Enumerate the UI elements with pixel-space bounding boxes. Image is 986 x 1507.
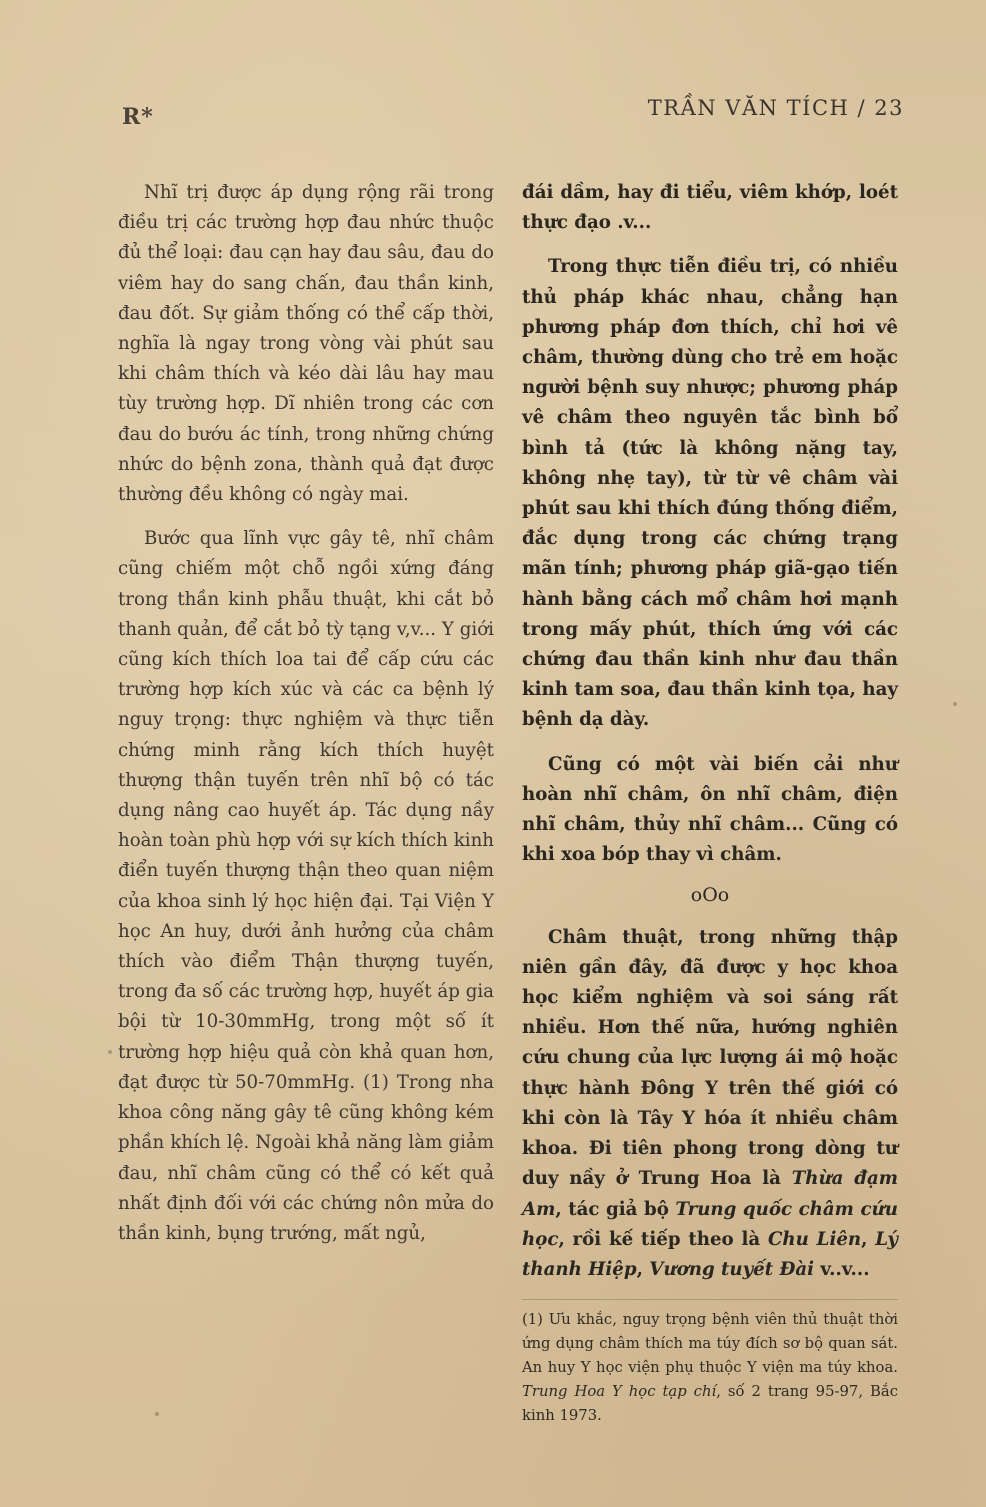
footnote [522, 1299, 898, 1428]
page-mark: R* [122, 104, 154, 130]
paragraph-continued: đái dầm, hay đi tiểu, viêm khớp, loét thực đạo .v... [522, 182, 898, 234]
text-run: , số 2 trang 95-97, Bắc kinh 1973. [522, 1383, 898, 1425]
paper-speck [108, 1050, 112, 1054]
journal-title: Trung Hoa Y học tạp chí [522, 1383, 717, 1401]
text-run: , tác giả bộ [555, 1198, 676, 1220]
author-name: Lý thanh Hiệp [522, 1228, 898, 1280]
text-run: , [861, 1228, 876, 1250]
text-run: , [636, 1258, 650, 1280]
paragraph: Bước qua lĩnh vực gây tê, nhĩ châm cũng chiếm một chỗ ngồi xứng đáng trong thần kinh phẫu thuật, khi cắt bỏ thanh quản, để cắt bỏ tỳ tạng v,v... Y giới cũng kích thích loa tai để cấp cứu các trường hợp kích xúc và các ca bệnh lý nguy trọng: thực nghiệm và thực tiễn chứng minh rằng kích thích huyệt thượng thận tuyến trên nhĩ bộ có tác dụng nâng cao huyết áp. Tác dụng nầy hoàn toàn phù hợp với sự kích thích kinh điển tuyến thượng thận theo quan niệm của khoa sinh lý học hiện đại. Tại Viện Y học An huy, dưới ảnh hưởng của châm thích vào điểm Thận thượng tuyến, trong đa số các trường hợp, huyết áp gia bội từ 10-30mmHg, trong một số ít trường hợp hiệu quả còn khả quan hơn, đạt được từ 50-70mmHg. (1) Trong nha khoa công năng gây tê cũng không kém phần khích lệ. Ngoài khả năng làm giảm đau, nhĩ châm cũng có thể có kết quả nhất định đối với các chứng nôn mửa do thần kinh, bụng trướng, mất ngủ, [118, 528, 494, 1244]
left-column [118, 178, 494, 1263]
paragraph: Trong thực tiễn điều trị, có nhiều thủ pháp khác nhau, chẳng hạn phương pháp đơn thích, chỉ hơi vê châm, thường dùng cho trẻ em hoặc người bệnh suy nhược; phương pháp vê châm theo nguyên tắc bình bổ bình tả (tức là không nặng tay, không nhẹ tay), từ từ vê châm vài phút sau khi thích đúng thống điểm, đắc dụng trong các chứng trạng mãn tính; phương pháp giã-gạo tiến hành bằng cách mổ châm hơi mạnh trong mấy phút, thích ứng với các chứng đau thần kinh như đau thần kinh tam soa, đau thần kinh tọa, hay bệnh dạ dày. [522, 256, 898, 731]
paragraph [522, 923, 898, 1285]
running-header: TRẦN VĂN TÍCH / 23 [647, 96, 904, 120]
paragraph: Nhĩ trị được áp dụng rộng rãi trong điều trị các trường hợp đau nhức thuộc đủ thể loại: đau cạn hay đau sâu, đau do viêm hay do sang chấn, đau thần kinh, đau đốt. Sự giảm thống có thể cấp thời, nghĩa là ngay trong vòng vài phút sau khi châm thích và kéo dài lâu hay mau tùy trường hợp. Dĩ nhiên trong các cơn đau do bướu ác tính, trong những chứng nhức do bệnh zona, thành quả đạt được thường đều không có ngày mai. [118, 182, 494, 506]
paper-speck [953, 702, 957, 706]
text-run: Châm thuật, trong những thập niên gần đây, đã được y học khoa học kiểm nghiệm và soi sáng rất nhiều. Hơn thế nữa, hướng nghiên cứu chung của lực lượng ái mộ hoặc thực hành Đông Y trên thế giới có khi còn là Tây Y hóa ít nhiều châm khoa. Đi tiên phong trong dòng tư duy nầy ở Trung Hoa là [522, 926, 898, 1190]
text-run: , rồi kế tiếp theo là [558, 1228, 768, 1250]
text-run: v..v... [814, 1258, 870, 1280]
book-title: Trung quốc châm cứu học [522, 1198, 898, 1250]
author-name: Chu Liên [767, 1228, 862, 1250]
section-separator: oOo [690, 884, 730, 907]
paper-speck [155, 1412, 159, 1416]
text-run: (1) Ưu khắc, nguy trọng bệnh viên thủ thuật thời ứng dụng châm thích ma túy đích sơ bộ quan sát. An huy Y học viện phụ thuộc Y viện ma túy khoa. [522, 1311, 898, 1377]
author-name: Vương tuyết Đài [649, 1258, 815, 1280]
right-column [522, 178, 898, 1428]
author-name: Thừa đạm Am [522, 1168, 898, 1220]
paragraph: Cũng có một vài biến cải như hoàn nhĩ châm, ôn nhĩ châm, điện nhĩ châm, thủy nhĩ châm... Cũng có khi xoa bóp thay vì châm. [522, 753, 898, 866]
